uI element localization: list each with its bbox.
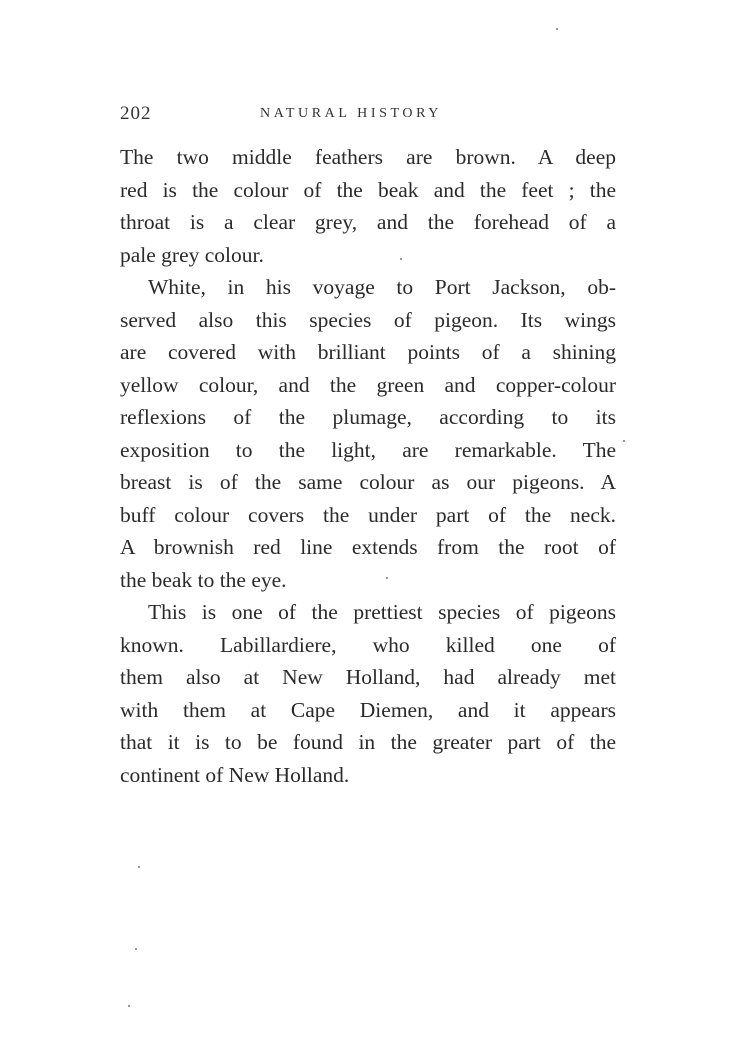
- running-head-title: NATURAL HISTORY: [260, 106, 442, 121]
- text-line: reflexions of the plumage, according to its: [120, 405, 616, 429]
- text-line: known. Labillardiere, who killed one of: [120, 632, 616, 657]
- paper-speck: [135, 948, 137, 950]
- text-line: continent of New Holland.: [120, 762, 350, 787]
- text-line: buff colour covers the under part of the neck.: [120, 502, 616, 527]
- paragraph: [120, 271, 616, 596]
- text-line: White, in his voyage to Port Jackson, ob-: [148, 275, 616, 299]
- text-line: throat is a clear grey, and the forehead of a: [120, 210, 616, 234]
- running-head: [120, 103, 620, 129]
- paragraph: [120, 596, 616, 791]
- text-line: that it is to be found in the greater part of the: [120, 730, 616, 754]
- paper-speck: [128, 1005, 130, 1007]
- paper-speck: [556, 28, 558, 30]
- text-line: pale grey colour.: [120, 242, 264, 267]
- text-line: exposition to the light, are remarkable. The: [120, 437, 616, 462]
- text-line: breast is of the same colour as our pigeons. A: [120, 470, 616, 494]
- paper-speck: [386, 577, 388, 579]
- text-line: yellow colour, and the green and copper-colour: [120, 372, 616, 397]
- text-line: them also at New Holland, had already met: [120, 665, 616, 689]
- text-line: A brownish red line extends from the root of: [120, 535, 616, 559]
- paper-speck: [138, 866, 140, 868]
- page-number: 202: [120, 103, 152, 124]
- text-line: red is the colour of the beak and the feet ; the: [120, 177, 616, 202]
- text-line: are covered with brilliant points of a shining: [120, 340, 616, 364]
- text-line: The two middle feathers are brown. A deep: [120, 145, 616, 169]
- body-text: [120, 141, 616, 791]
- text-line: This is one of the prettiest species of pigeons: [148, 600, 616, 624]
- paper-speck: [623, 440, 625, 442]
- text-line: the beak to the eye.: [120, 567, 287, 592]
- text-line: served also this species of pigeon. Its wings: [120, 307, 616, 332]
- paragraph: [120, 141, 616, 271]
- text-line: with them at Cape Diemen, and it appears: [120, 697, 616, 722]
- paper-speck: [400, 258, 402, 260]
